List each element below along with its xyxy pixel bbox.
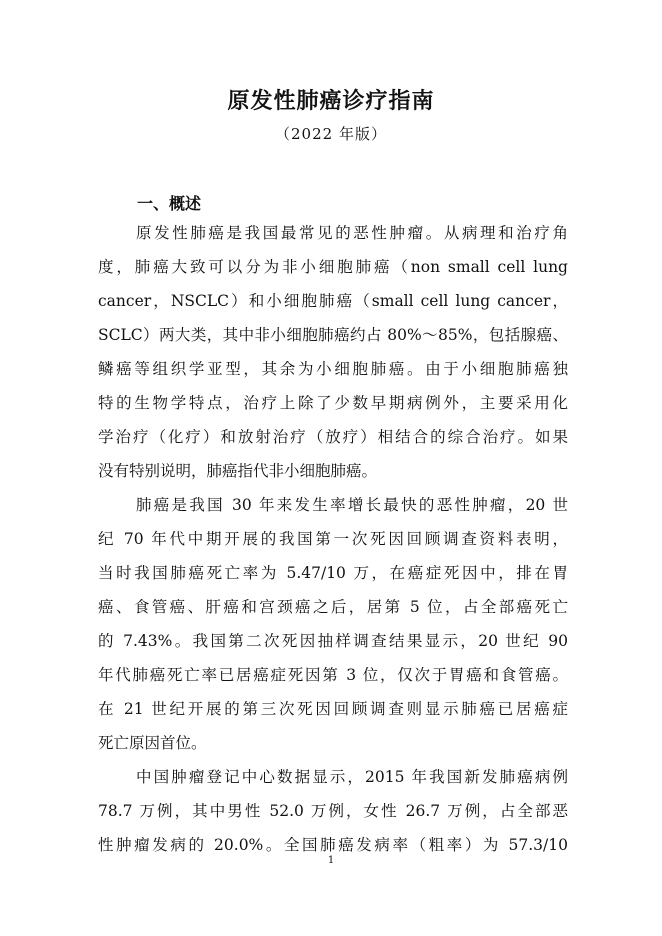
body-line: 鳞癌等组织学亚型，其余为小细胞肺癌。由于小细胞肺癌独: [98, 360, 568, 378]
body-line: 癌、食管癌、肝癌和宫颈癌之后，居第 5 位，占全部癌死亡: [98, 598, 568, 616]
body-line: 没有特别说明，肺癌指代非小细胞肺癌。: [98, 462, 378, 480]
body-line: 死亡原因首位。: [98, 734, 207, 752]
body-line: 度，肺癌大致可以分为非小细胞肺癌（non small cell lung: [98, 258, 568, 276]
body-line: 学治疗（化疗）和放射治疗（放疗）相结合的综合治疗。如果: [98, 428, 568, 446]
body-line: 78.7 万例，其中男性 52.0 万例，女性 26.7 万例，占全部恶: [98, 802, 568, 820]
body-line: 在 21 世纪开展的第三次死因回顾调查则显示肺癌已居癌症: [98, 700, 568, 718]
page-number: 1: [327, 855, 335, 866]
body-line: 特的生物学特点，治疗上除了少数早期病例外，主要采用化: [98, 394, 568, 412]
body-line: SCLC）两大类，其中非小细胞肺癌约占 80%～85%，包括腺癌、: [98, 326, 568, 344]
body-line: 原发性肺癌是我国最常见的恶性肿瘤。从病理和治疗角: [136, 224, 568, 242]
body-line: 当时我国肺癌死亡率为 5.47/10 万，在癌症死因中，排在胃: [98, 564, 568, 582]
body-line: 中国肿瘤登记中心数据显示，2015 年我国新发肺癌病例: [136, 768, 568, 786]
document-title: 原发性肺癌诊疗指南: [227, 89, 435, 114]
document-subtitle: （2022 年版）: [275, 125, 387, 143]
body-line: cancer，NSCLC）和小细胞肺癌（small cell lung cancer，: [98, 292, 568, 310]
body-line: 肺癌是我国 30 年来发生率增长最快的恶性肿瘤，20 世: [136, 496, 568, 514]
section-heading: 一、概述: [137, 194, 202, 213]
body-line: 年代肺癌死亡率已居癌症死因第 3 位，仅次于胃癌和食管癌。: [98, 666, 568, 684]
body-line: 纪 70 年代中期开展的我国第一次死因回顾调查资料表明，: [98, 530, 568, 548]
body-line: 性肿瘤发病的 20.0%。全国肺癌发病率（粗率）为 57.3/10: [98, 836, 568, 854]
body-line: 的 7.43%。我国第二次死因抽样调查结果显示，20 世纪 90: [98, 632, 568, 650]
